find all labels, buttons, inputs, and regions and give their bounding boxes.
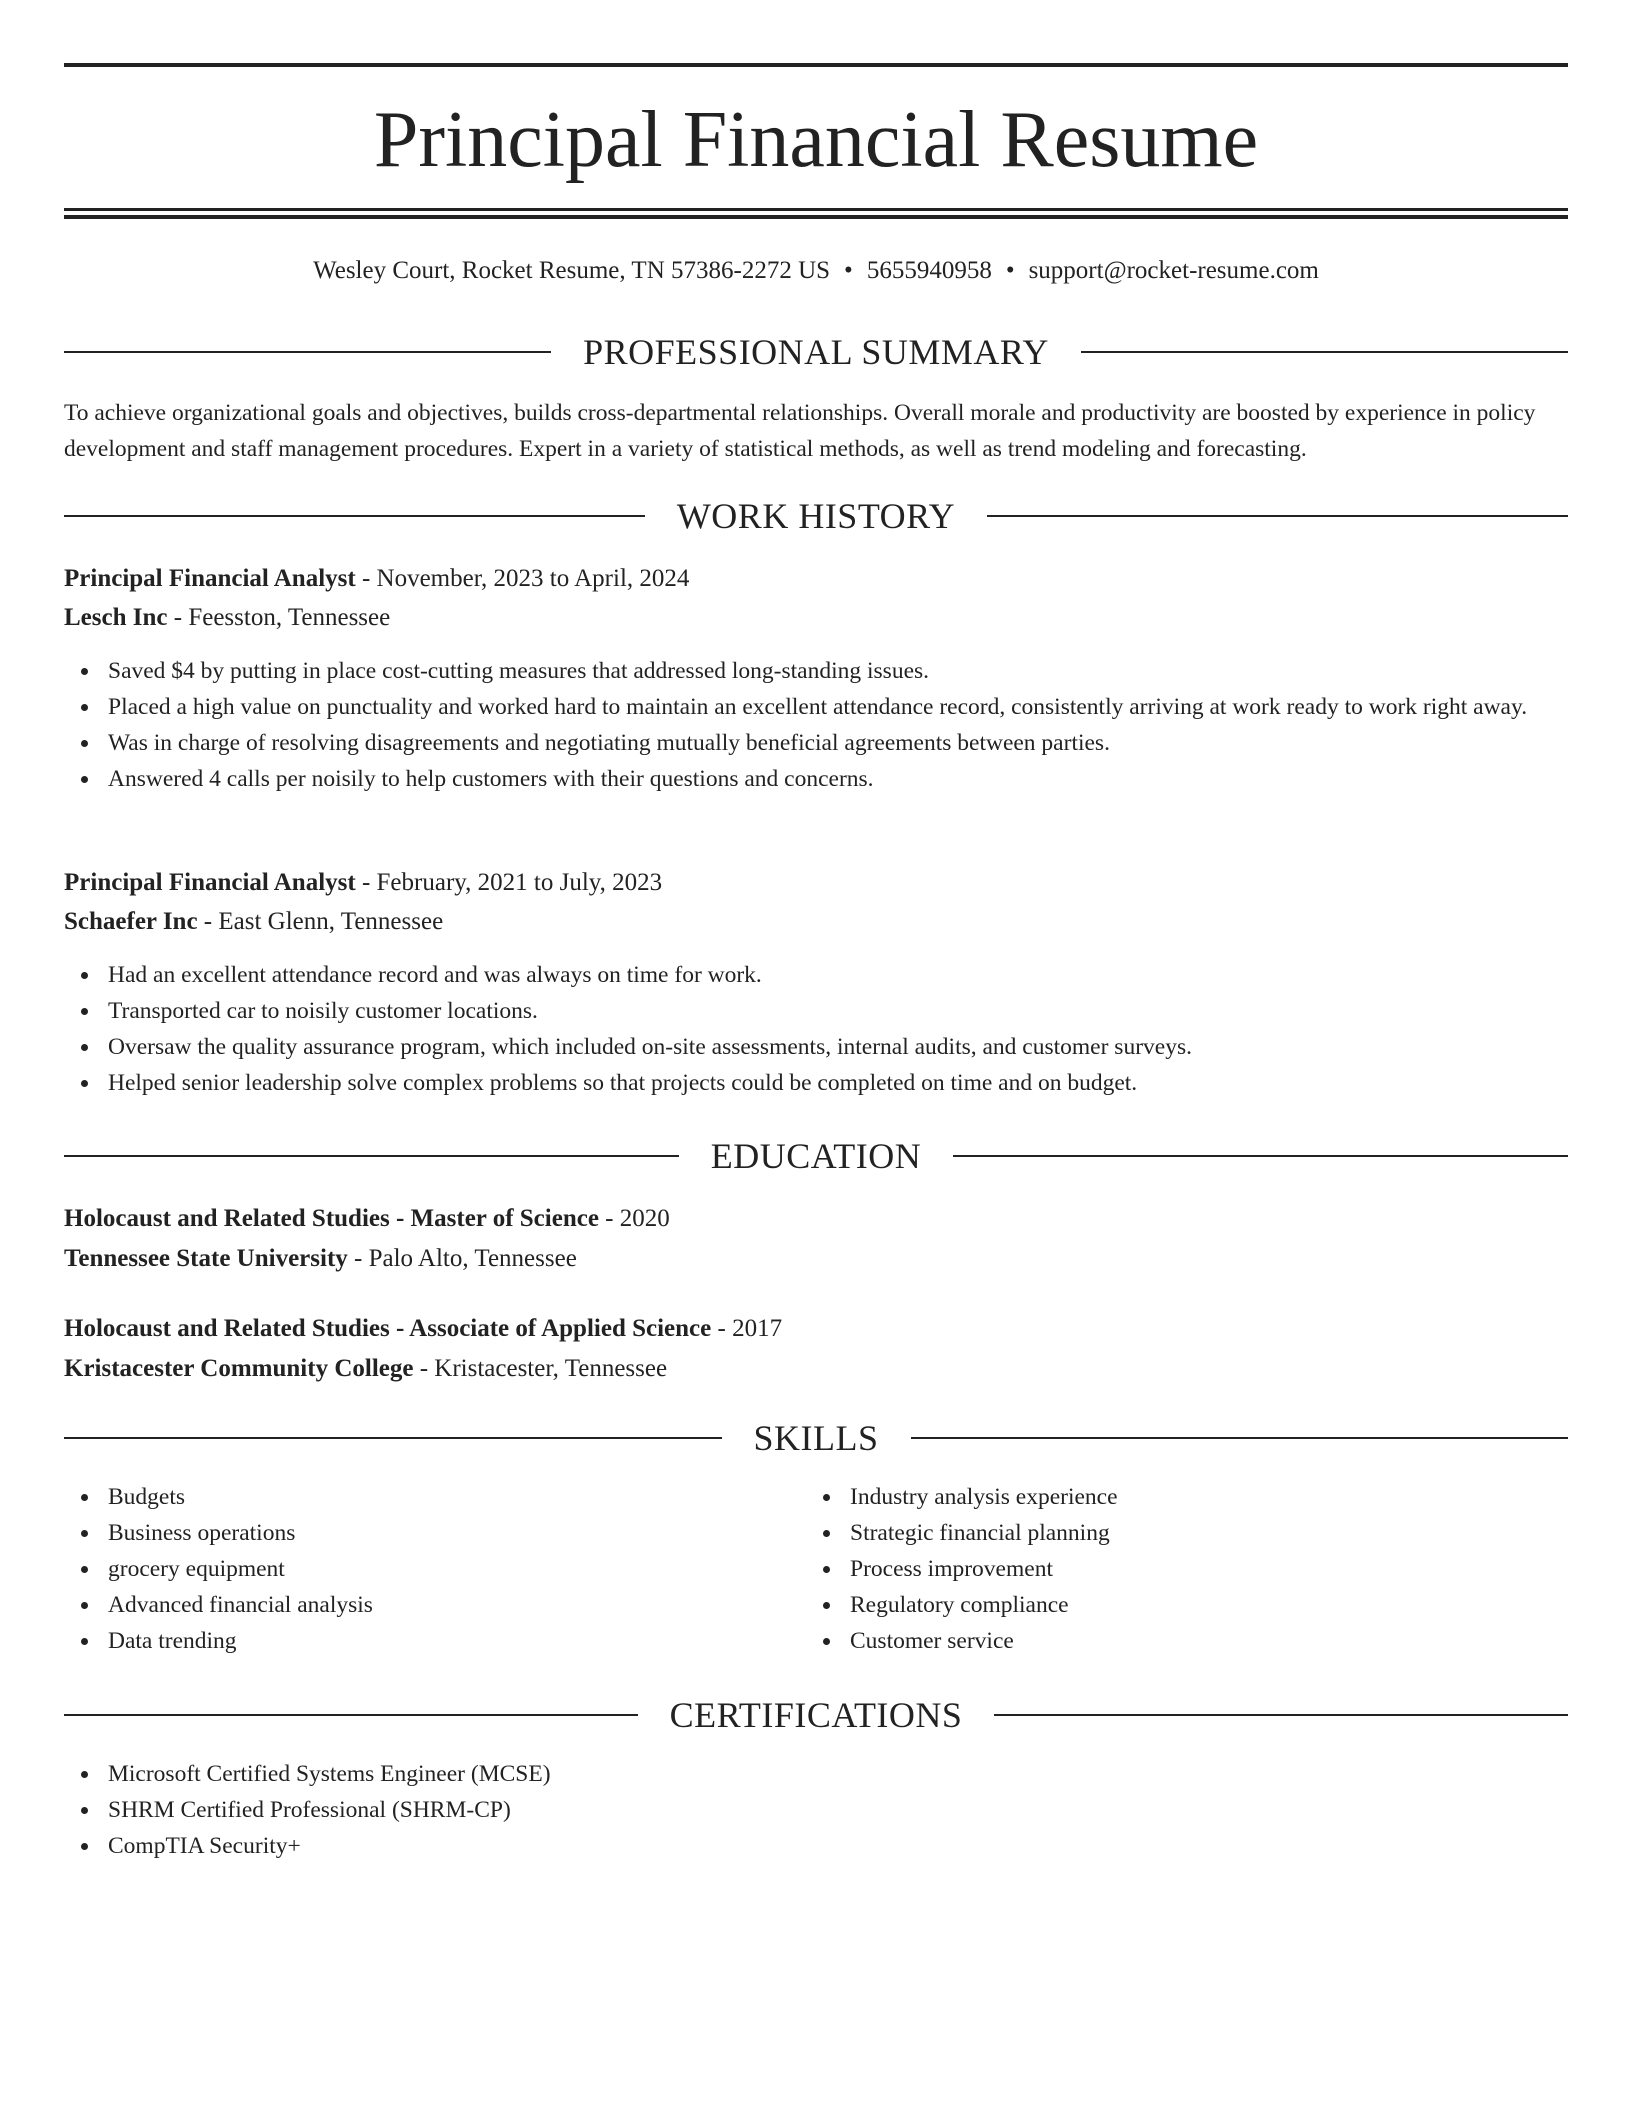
heading-rule-right bbox=[1081, 351, 1568, 353]
list-item: Transported car to noisily customer locations. bbox=[64, 993, 1568, 1029]
skill-item: Data trending bbox=[64, 1623, 1568, 1659]
skill-item: Regulatory compliance bbox=[806, 1587, 1632, 1623]
job-title: Principal Financial Analyst bbox=[64, 565, 356, 592]
education-degree-line: Holocaust and Related Studies - Master of Science - 2020 bbox=[64, 1205, 670, 1232]
title-rule-lower bbox=[64, 215, 1568, 219]
heading-rule-right bbox=[953, 1155, 1568, 1157]
list-item: Oversaw the quality assurance program, which included on-site assessments, internal audits, and customer surveys. bbox=[64, 1029, 1568, 1065]
education-year: 2017 bbox=[732, 1315, 783, 1342]
section-title: WORK HISTORY bbox=[676, 496, 956, 536]
job-company: Lesch Inc bbox=[64, 604, 168, 631]
list-item: Placed a high value on punctuality and worked hard to maintain an excellent attendance record, consistently arriving at work ready to work right away. bbox=[64, 689, 1568, 725]
page-title: Principal Financial Resume bbox=[373, 96, 1259, 184]
education-school: Tennessee State University bbox=[64, 1245, 348, 1272]
skill-item: Strategic financial planning bbox=[806, 1515, 1632, 1551]
heading-rule-left bbox=[64, 515, 645, 517]
top-rule bbox=[64, 63, 1568, 67]
job-dates: February, 2021 to July, 2023 bbox=[376, 869, 663, 896]
job-company-line: Schaefer Inc - East Glenn, Tennessee bbox=[64, 908, 444, 935]
job-company-line: Lesch Inc - Feesston, Tennessee bbox=[64, 604, 391, 631]
certification-item: CompTIA Security+ bbox=[64, 1828, 1568, 1864]
section-heading-skills bbox=[64, 1413, 1568, 1463]
heading-rule-right bbox=[994, 1714, 1568, 1716]
skills-list-right bbox=[806, 1479, 1632, 1659]
education-school-line: Tennessee State University - Palo Alto, Tennessee bbox=[64, 1245, 577, 1272]
heading-rule-left bbox=[64, 1437, 722, 1439]
certification-item: Microsoft Certified Systems Engineer (MCSE) bbox=[64, 1756, 1568, 1792]
job-dates: November, 2023 to April, 2024 bbox=[376, 565, 690, 592]
contact-email: support@rocket-resume.com bbox=[1028, 257, 1319, 284]
job-location: Feesston, Tennessee bbox=[188, 604, 391, 631]
certification-item: SHRM Certified Professional (SHRM-CP) bbox=[64, 1792, 1568, 1828]
section-title: CERTIFICATIONS bbox=[669, 1695, 963, 1735]
job-title-line: Principal Financial Analyst - November, 2023 to April, 2024 bbox=[64, 565, 690, 592]
education-degree-line: Holocaust and Related Studies - Associate of Applied Science - 2017 bbox=[64, 1315, 783, 1342]
education-location: Palo Alto, Tennessee bbox=[368, 1245, 577, 1272]
list-item: Answered 4 calls per noisily to help customers with their questions and concerns. bbox=[64, 761, 1568, 797]
education-location: Kristacester, Tennessee bbox=[434, 1355, 668, 1382]
section-heading-education bbox=[64, 1131, 1568, 1181]
list-item: Saved $4 by putting in place cost-cutting measures that addressed long-standing issues. bbox=[64, 653, 1568, 689]
job-title: Principal Financial Analyst bbox=[64, 869, 356, 896]
education-school: Kristacester Community College bbox=[64, 1355, 414, 1382]
heading-rule-left bbox=[64, 1155, 679, 1157]
job-company: Schaefer Inc bbox=[64, 908, 198, 935]
skill-item: Industry analysis experience bbox=[806, 1479, 1632, 1515]
skill-item: Business operations bbox=[64, 1515, 1568, 1551]
contact-phone: 5655940958 bbox=[866, 257, 992, 284]
job-bullets bbox=[64, 957, 1568, 1101]
section-title: PROFESSIONAL SUMMARY bbox=[583, 332, 1049, 372]
heading-rule-left bbox=[64, 1714, 638, 1716]
section-heading-work bbox=[64, 491, 1568, 541]
contact-separator: • bbox=[844, 257, 853, 284]
section-heading-certifications bbox=[64, 1690, 1568, 1740]
section-title: EDUCATION bbox=[710, 1136, 922, 1176]
skill-item: Budgets bbox=[64, 1479, 1568, 1515]
title-rule-upper bbox=[64, 208, 1568, 211]
section-title: SKILLS bbox=[753, 1418, 879, 1458]
education-year: 2020 bbox=[619, 1205, 670, 1232]
heading-rule-right bbox=[987, 515, 1568, 517]
section-heading-summary bbox=[64, 327, 1568, 377]
job-bullets bbox=[64, 653, 1568, 797]
heading-rule-left bbox=[64, 351, 551, 353]
certifications-list bbox=[64, 1756, 1568, 1864]
list-item: Helped senior leadership solve complex problems so that projects could be completed on time and on budget. bbox=[64, 1065, 1568, 1101]
education-degree: Holocaust and Related Studies - Associate of Applied Science bbox=[64, 1315, 712, 1342]
skill-item: Process improvement bbox=[806, 1551, 1632, 1587]
summary-text: To achieve organizational goals and objectives, builds cross-departmental relationships. Overall morale and productivity are boosted by experience in policy development and staff management procedures. Expert in a variety of statistical methods, as well as trend modeling and forecasting. bbox=[64, 400, 1536, 462]
list-item: Had an excellent attendance record and was always on time for work. bbox=[64, 957, 1568, 993]
job-title-line: Principal Financial Analyst - February, 2021 to July, 2023 bbox=[64, 869, 663, 896]
job-location: East Glenn, Tennessee bbox=[218, 908, 444, 935]
skill-item: Customer service bbox=[806, 1623, 1632, 1659]
skill-item: grocery equipment bbox=[64, 1551, 1568, 1587]
contact-address: Wesley Court, Rocket Resume, TN 57386-2272 US bbox=[313, 257, 831, 284]
contact-separator: • bbox=[1005, 257, 1015, 284]
contact-line bbox=[64, 253, 1568, 289]
education-degree: Holocaust and Related Studies - Master of Science bbox=[64, 1205, 599, 1232]
list-item: Was in charge of resolving disagreements and negotiating mutually beneficial agreements between parties. bbox=[64, 725, 1568, 761]
education-school-line: Kristacester Community College - Kristacester, Tennessee bbox=[64, 1355, 668, 1382]
skill-item: Advanced financial analysis bbox=[64, 1587, 1568, 1623]
heading-rule-right bbox=[911, 1437, 1569, 1439]
